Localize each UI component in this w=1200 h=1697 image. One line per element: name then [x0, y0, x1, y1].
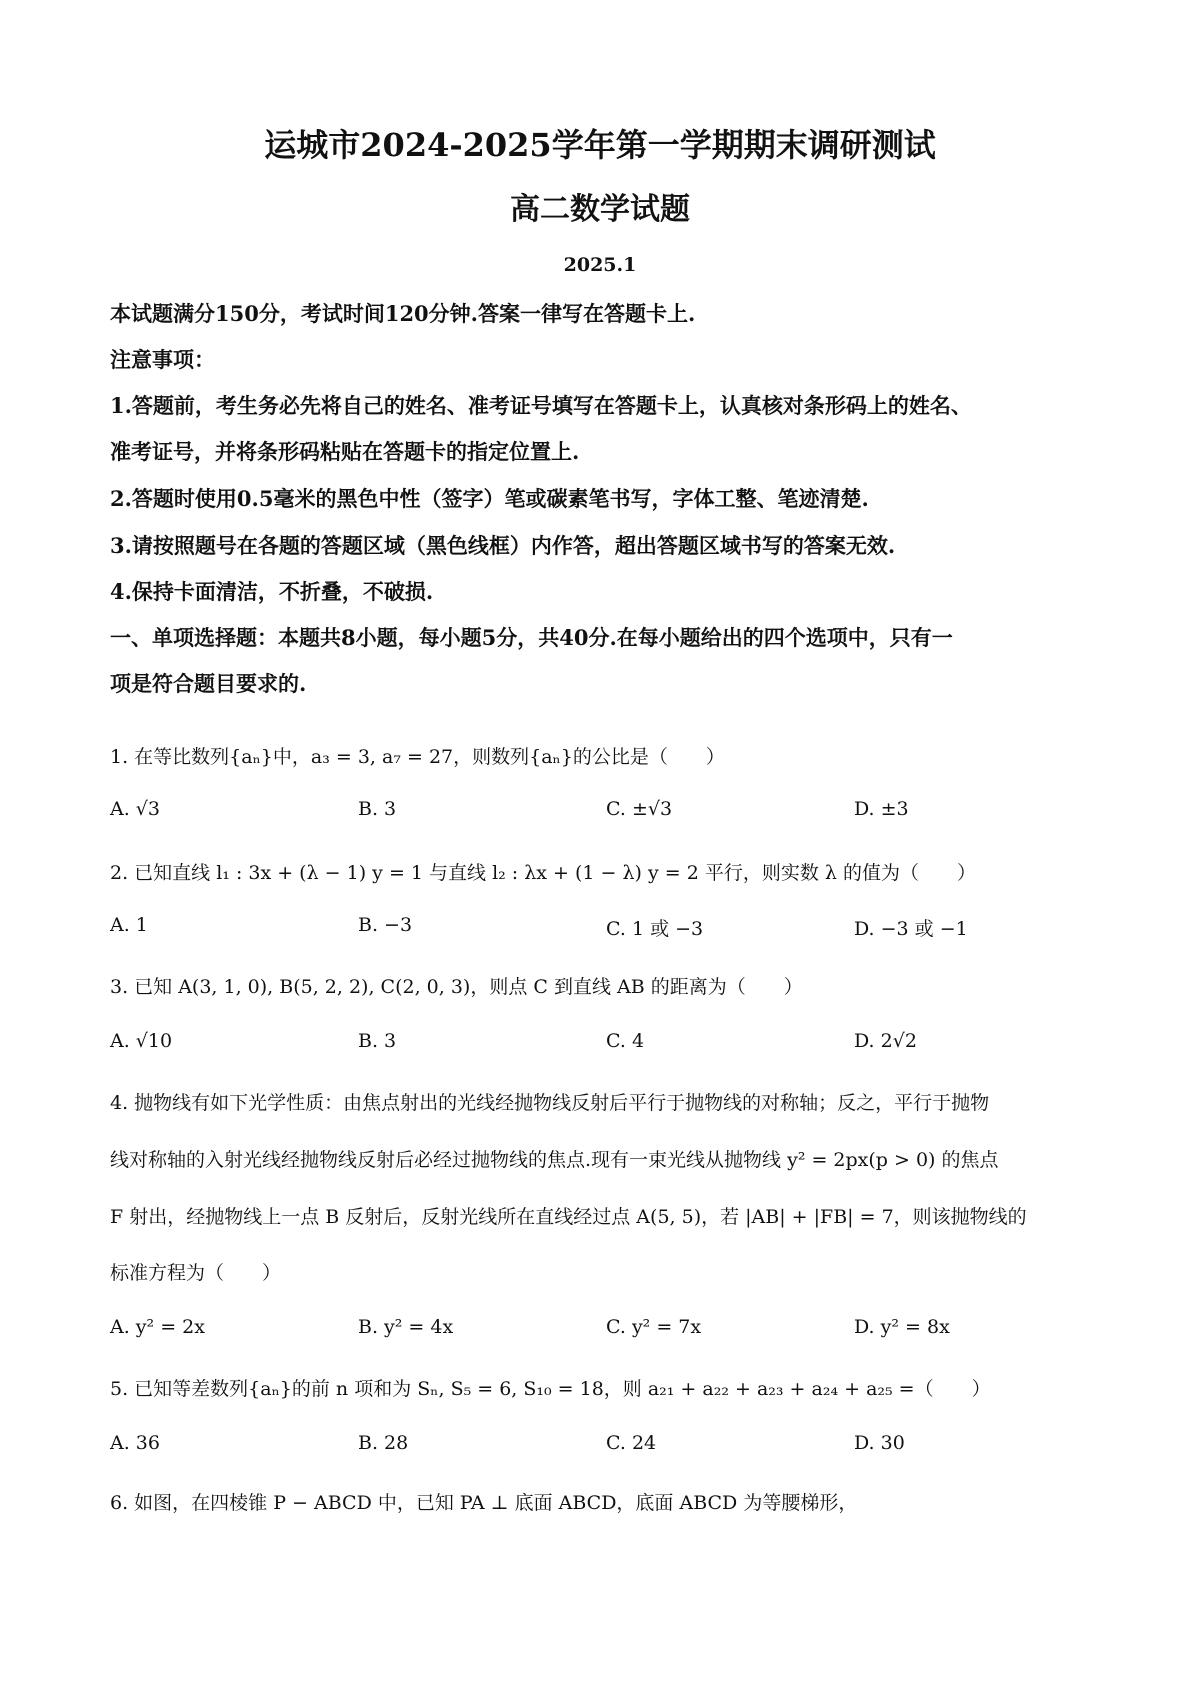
option-b: B. y² = 4x	[358, 1316, 454, 1338]
option-d: D. y² = 8x	[854, 1316, 950, 1338]
option-d: D. ±3	[854, 798, 909, 820]
option-a: A. y² = 2x	[110, 1316, 205, 1338]
notice-item-4: 4.保持卡面清洁，不折叠，不破损.	[110, 579, 434, 604]
option-a: A. 36	[110, 1432, 160, 1454]
option-a: A. √3	[110, 798, 160, 820]
exam-title: 运城市2024-2025学年第一学期期末调研测试	[264, 126, 936, 164]
option-b: B. 28	[358, 1432, 409, 1454]
question-5-options	[110, 1432, 1110, 1462]
option-d: D. 30	[854, 1432, 905, 1454]
option-b: B. −3	[358, 914, 413, 936]
notice-item-1: 1.答题前，考生务必先将自己的姓名、准考证号填写在答题卡上，认真核对条形码上的姓名、	[110, 393, 972, 418]
question-3: 3. 已知 A(3, 1, 0), B(5, 2, 2), C(2, 0, 3)，则点 C 到直线 AB 的距离为（ ）	[110, 976, 803, 998]
question-4-line-3: F 射出，经抛物线上一点 B 反射后，反射光线所在直线经过点 A(5, 5)，若 |AB| + |FB| = 7，则该抛物线的	[110, 1206, 1027, 1228]
option-a: A. 1	[110, 914, 148, 936]
notice-item-1-cont: 准考证号，并将条形码粘贴在答题卡的指定位置上.	[110, 439, 580, 464]
question-3-options	[110, 1030, 1110, 1060]
question-1-options	[110, 798, 1110, 828]
question-4-line-2: 线对称轴的入射光线经抛物线反射后必经过抛物线的焦点.现有一束光线从抛物线 y² = 2px(p > 0) 的焦点	[110, 1149, 999, 1171]
option-d: D. −3 或 −1	[854, 918, 968, 940]
question-2-options	[110, 914, 1110, 944]
notice-heading: 注意事项：	[110, 347, 215, 372]
question-2: 2. 已知直线 l₁ : 3x + (λ − 1) y = 1 与直线 l₂ : λx + (1 − λ) y = 2 平行，则实数 λ 的值为（ ）	[110, 862, 976, 884]
question-4: 4. 抛物线有如下光学性质：由焦点射出的光线经抛物线反射后平行于抛物线的对称轴；反之，平行于抛物	[110, 1092, 990, 1114]
exam-subtitle: 高二数学试题	[510, 192, 690, 227]
notice-item-2: 2.答题时使用0.5毫米的黑色中性（签字）笔或碳素笔书写，字体工整、笔迹清楚.	[110, 486, 869, 511]
question-4-line-4: 标准方程为（ ）	[110, 1262, 282, 1284]
section-heading: 一、单项选择题：本题共8小题，每小题5分，共40分.在每小题给出的四个选项中，只有一	[110, 625, 953, 650]
question-4-options	[110, 1316, 1110, 1346]
section-heading-cont: 项是符合题目要求的.	[110, 671, 307, 696]
option-c: C. 1 或 −3	[606, 918, 704, 940]
question-1: 1. 在等比数列{aₙ}中，a₃ = 3, a₇ = 27，则数列{aₙ}的公比是（ ）	[110, 746, 725, 768]
option-c: C. 4	[606, 1030, 645, 1052]
option-a: A. √10	[110, 1030, 173, 1052]
exam-intro: 本试题满分150分，考试时间120分钟.答案一律写在答题卡上.	[110, 301, 696, 326]
option-b: B. 3	[358, 1030, 397, 1052]
exam-date: 2025.1	[563, 254, 637, 276]
question-6: 6. 如图，在四棱锥 P − ABCD 中，已知 PA ⊥ 底面 ABCD，底面 ABCD 为等腰梯形，	[110, 1492, 858, 1514]
notice-item-3: 3.请按照题号在各题的答题区域（黑色线框）内作答，超出答题区域书写的答案无效.	[110, 533, 896, 558]
option-b: B. 3	[358, 798, 397, 820]
option-c: C. 24	[606, 1432, 657, 1454]
option-c: C. y² = 7x	[606, 1316, 702, 1338]
option-c: C. ±√3	[606, 798, 673, 820]
option-d: D. 2√2	[854, 1030, 917, 1052]
question-5: 5. 已知等差数列{aₙ}的前 n 项和为 Sₙ, S₅ = 6, S₁₀ = 18，则 a₂₁ + a₂₂ + a₂₃ + a₂₄ + a₂₅ =（ ）	[110, 1378, 991, 1400]
